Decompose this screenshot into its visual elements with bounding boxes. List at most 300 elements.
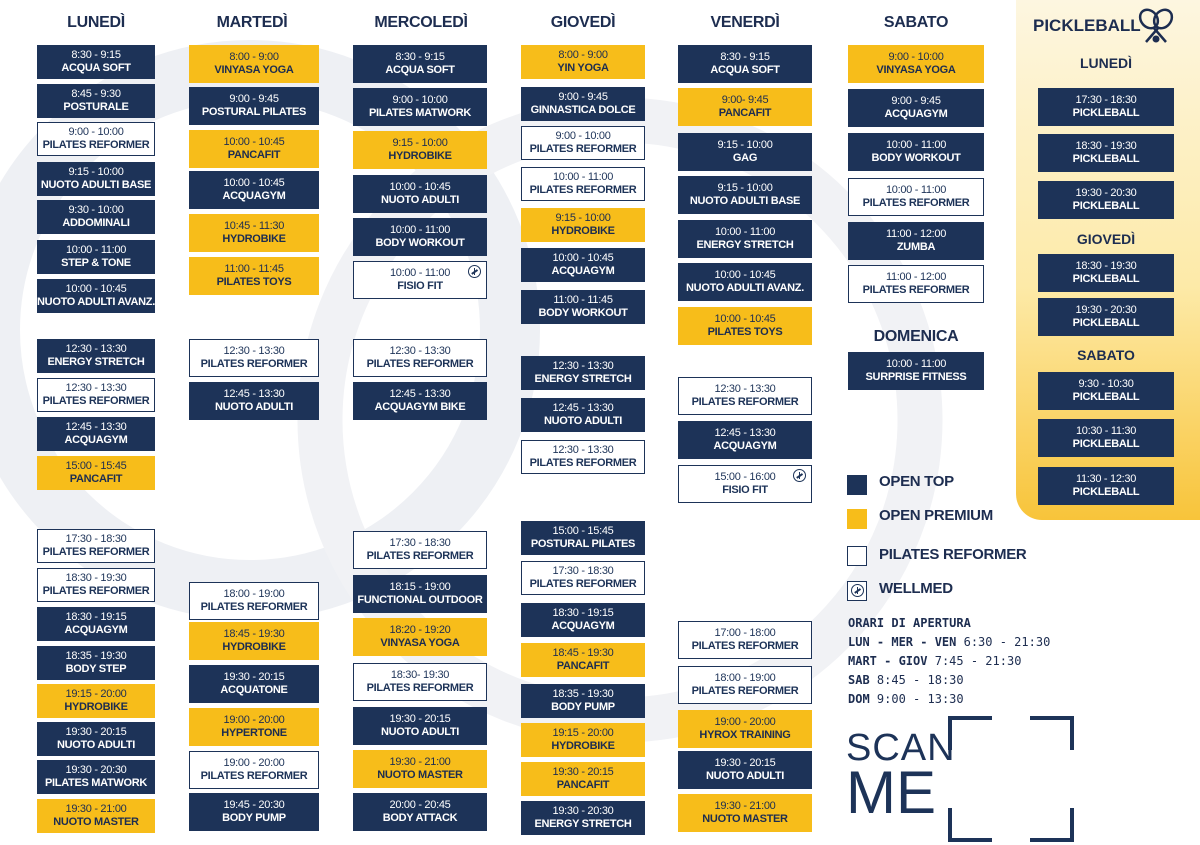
class-block bbox=[189, 257, 319, 295]
class-name: NUOTO MASTER bbox=[377, 769, 463, 781]
class-name: PILATES REFORMER bbox=[366, 358, 474, 370]
class-block bbox=[848, 265, 984, 303]
class-time: 19:30 - 20:30 bbox=[1075, 187, 1137, 199]
class-name: ACQUAGYM BIKE bbox=[374, 401, 466, 413]
class-time: 18:30 - 19:30 bbox=[1075, 140, 1137, 152]
class-time: 18:35 - 19:30 bbox=[552, 688, 614, 700]
class-block bbox=[678, 220, 812, 258]
class-name: ZUMBA bbox=[896, 241, 936, 253]
class-name: PILATES REFORMER bbox=[200, 601, 308, 613]
class-block bbox=[189, 382, 319, 420]
class-block bbox=[678, 465, 812, 503]
class-time: 18:35 - 19:30 bbox=[65, 650, 127, 662]
class-name: PICKLEBALL bbox=[1072, 317, 1140, 329]
class-name: HYDROBIKE bbox=[551, 740, 615, 752]
class-block bbox=[189, 622, 319, 660]
class-block bbox=[37, 200, 155, 234]
class-name: NUOTO ADULTI bbox=[705, 770, 785, 782]
pickleball-session bbox=[1038, 254, 1174, 292]
class-block bbox=[521, 290, 645, 324]
class-time: 19:00 - 20:00 bbox=[714, 716, 776, 728]
class-name: BODY ATTACK bbox=[382, 812, 458, 824]
class-name: PILATES MATWORK bbox=[44, 777, 148, 789]
class-block bbox=[189, 665, 319, 703]
class-time: 18:30 - 19:15 bbox=[65, 611, 127, 623]
class-name: PILATES TOYS bbox=[216, 276, 292, 288]
class-name: BODY WORKOUT bbox=[375, 237, 465, 249]
class-block bbox=[678, 45, 812, 83]
class-name: PILATES REFORMER bbox=[366, 682, 474, 694]
class-name: PILATES REFORMER bbox=[366, 550, 474, 562]
class-block bbox=[37, 84, 155, 118]
class-time: 19:30 - 20:15 bbox=[552, 766, 614, 778]
pickleball-session bbox=[1038, 134, 1174, 172]
class-block bbox=[37, 456, 155, 490]
class-block bbox=[353, 618, 487, 656]
class-block bbox=[353, 531, 487, 569]
class-name: ENERGY STRETCH bbox=[534, 818, 632, 830]
pickleball-paddles-icon bbox=[1136, 6, 1176, 46]
class-block bbox=[848, 178, 984, 216]
class-name: PANCAFIT bbox=[69, 473, 123, 485]
class-time: 8:30 - 9:15 bbox=[395, 51, 445, 63]
day-header: LUNEDÌ bbox=[67, 14, 125, 31]
class-time: 9:15 - 10:00 bbox=[68, 166, 124, 178]
class-name: PILATES REFORMER bbox=[42, 546, 150, 558]
class-time: 11:00 - 12:00 bbox=[885, 271, 947, 283]
class-block bbox=[678, 621, 812, 659]
class-time: 20:00 - 20:45 bbox=[389, 799, 451, 811]
class-time: 19:00 - 20:00 bbox=[223, 714, 285, 726]
class-time: 19:30 - 20:15 bbox=[65, 726, 127, 738]
class-block bbox=[37, 646, 155, 680]
class-time: 9:00 - 9:45 bbox=[558, 91, 608, 103]
class-block bbox=[37, 799, 155, 833]
class-time: 10:00 - 10:45 bbox=[223, 177, 285, 189]
class-name: PICKLEBALL bbox=[1072, 153, 1140, 165]
class-time: 10:00 - 11:00 bbox=[885, 358, 947, 370]
pickleball-day-header: GIOVEDÌ bbox=[1076, 231, 1136, 247]
class-block bbox=[848, 222, 984, 260]
class-block bbox=[353, 261, 487, 299]
pickleball-session bbox=[1038, 181, 1174, 219]
class-time: 9:30 - 10:30 bbox=[1078, 378, 1134, 390]
class-name: NUOTO ADULTI bbox=[380, 726, 460, 738]
class-block bbox=[848, 133, 984, 171]
class-name: FISIO FIT bbox=[397, 280, 443, 292]
hours-line bbox=[848, 635, 1050, 649]
class-name: ADDOMINALI bbox=[62, 217, 130, 229]
class-time: 9:00 - 9:45 bbox=[891, 95, 941, 107]
class-name: GINNASTICA DOLCE bbox=[530, 104, 636, 116]
class-block bbox=[353, 88, 487, 126]
class-name: HYROX TRAINING bbox=[699, 729, 791, 741]
class-time: 12:30 - 13:30 bbox=[714, 383, 776, 395]
class-block bbox=[353, 663, 487, 701]
class-time: 12:30 - 13:30 bbox=[223, 345, 285, 357]
class-name: NUOTO MASTER bbox=[53, 816, 139, 828]
class-block bbox=[353, 382, 487, 420]
class-block bbox=[353, 793, 487, 831]
legend-label-top: OPEN TOP bbox=[879, 473, 954, 490]
class-time: 19:30 - 20:30 bbox=[65, 764, 127, 776]
class-block bbox=[521, 356, 645, 390]
class-name: NUOTO ADULTI BASE bbox=[689, 195, 801, 207]
class-name: ENERGY STRETCH bbox=[696, 239, 794, 251]
class-time: 10:00 - 10:45 bbox=[714, 313, 776, 325]
class-time: 10:00 - 11:00 bbox=[552, 171, 614, 183]
class-block bbox=[37, 378, 155, 412]
class-block bbox=[521, 521, 645, 555]
class-name: BODY WORKOUT bbox=[538, 307, 628, 319]
class-name: HYPERTONE bbox=[221, 727, 287, 739]
class-name: PICKLEBALL bbox=[1072, 273, 1140, 285]
class-block bbox=[353, 707, 487, 745]
class-block bbox=[678, 176, 812, 214]
class-name: PICKLEBALL bbox=[1072, 107, 1140, 119]
day-header: GIOVEDÌ bbox=[550, 14, 616, 31]
class-name: PILATES REFORMER bbox=[529, 184, 637, 196]
class-time: 17:30 - 18:30 bbox=[1075, 94, 1137, 106]
class-time: 15:00 - 15:45 bbox=[552, 525, 614, 537]
class-time: 10:00 - 11:00 bbox=[65, 244, 127, 256]
class-time: 18:45 - 19:30 bbox=[223, 628, 285, 640]
class-time: 8:30 - 9:15 bbox=[71, 49, 121, 61]
pickleball-session bbox=[1038, 467, 1174, 505]
class-name: POSTURAL PILATES bbox=[201, 106, 307, 118]
class-time: 9:30 - 10:00 bbox=[68, 204, 124, 216]
legend-swatch-top bbox=[847, 475, 867, 495]
class-time: 17:00 - 18:00 bbox=[714, 627, 776, 639]
class-time: 10:00 - 11:00 bbox=[389, 267, 451, 279]
class-block bbox=[678, 263, 812, 301]
class-block bbox=[521, 208, 645, 242]
class-time: 9:00 - 9:45 bbox=[229, 93, 279, 105]
hours-time: 7:45 - 21:30 bbox=[934, 654, 1022, 668]
class-name: NUOTO ADULTI bbox=[543, 415, 623, 427]
pickleball-session bbox=[1038, 88, 1174, 126]
class-name: HYDROBIKE bbox=[222, 641, 286, 653]
pickleball-day-header: LUNEDÌ bbox=[1079, 55, 1133, 71]
class-block bbox=[521, 398, 645, 432]
class-block bbox=[189, 171, 319, 209]
wellmed-icon bbox=[847, 581, 867, 601]
class-time: 9:00- 9:45 bbox=[721, 94, 769, 106]
class-name: PILATES REFORMER bbox=[42, 585, 150, 597]
class-name: PILATES REFORMER bbox=[529, 143, 637, 155]
class-block bbox=[189, 214, 319, 252]
class-time: 10:00 - 11:00 bbox=[885, 184, 947, 196]
class-time: 12:30 - 13:30 bbox=[552, 444, 614, 456]
class-block bbox=[353, 339, 487, 377]
class-time: 10:00 - 10:45 bbox=[65, 283, 127, 295]
class-block bbox=[189, 339, 319, 377]
class-name: PANCAFIT bbox=[556, 660, 610, 672]
class-time: 17:30 - 18:30 bbox=[65, 533, 127, 545]
class-name: PILATES REFORMER bbox=[691, 396, 799, 408]
pickleball-day-header: SABATO bbox=[1077, 347, 1135, 363]
class-name: PILATES REFORMER bbox=[529, 578, 637, 590]
class-name: ACQUAGYM bbox=[551, 620, 615, 632]
class-name: SURPRISE FITNESS bbox=[865, 371, 967, 383]
class-block bbox=[353, 218, 487, 256]
legend-label-premium: OPEN PREMIUM bbox=[879, 507, 993, 524]
class-block bbox=[521, 723, 645, 757]
class-block bbox=[37, 240, 155, 274]
class-time: 10:00 - 11:00 bbox=[389, 224, 451, 236]
class-block bbox=[189, 582, 319, 620]
class-time: 9:15 - 10:00 bbox=[717, 139, 773, 151]
class-name: FUNCTIONAL OUTDOOR bbox=[357, 594, 483, 606]
class-block bbox=[521, 126, 645, 160]
class-block bbox=[521, 248, 645, 282]
hours-time: 6:30 - 21:30 bbox=[963, 635, 1051, 649]
class-time: 10:00 - 10:45 bbox=[223, 136, 285, 148]
day-header: DOMENICA bbox=[873, 328, 959, 345]
class-block bbox=[37, 417, 155, 451]
class-block bbox=[678, 133, 812, 171]
class-time: 18:30 - 19:30 bbox=[65, 572, 127, 584]
class-name: PICKLEBALL bbox=[1072, 486, 1140, 498]
hours-days: LUN - MER - VEN bbox=[848, 635, 957, 649]
class-name: PILATES REFORMER bbox=[691, 640, 799, 652]
class-name: ACQUAGYM bbox=[222, 190, 286, 202]
class-name: ACQUA SOFT bbox=[61, 62, 131, 74]
class-block bbox=[37, 339, 155, 373]
class-name: ENERGY STRETCH bbox=[534, 373, 632, 385]
class-time: 19:30 - 20:30 bbox=[552, 805, 614, 817]
class-time: 9:15 - 10:00 bbox=[555, 212, 611, 224]
class-name: POSTURALE bbox=[63, 101, 129, 113]
class-block bbox=[678, 421, 812, 459]
class-name: PILATES REFORMER bbox=[42, 395, 150, 407]
class-time: 18:00 - 19:00 bbox=[223, 588, 285, 600]
hours-line bbox=[848, 673, 964, 687]
class-time: 12:30 - 13:30 bbox=[552, 360, 614, 372]
class-time: 8:00 - 9:00 bbox=[229, 51, 279, 63]
class-block bbox=[189, 751, 319, 789]
class-name: PILATES REFORMER bbox=[42, 139, 150, 151]
class-time: 11:00 - 12:00 bbox=[885, 228, 947, 240]
class-block bbox=[521, 801, 645, 835]
class-block bbox=[848, 89, 984, 127]
class-name: PILATES REFORMER bbox=[529, 457, 637, 469]
class-time: 9:00 - 10:00 bbox=[68, 126, 124, 138]
scan-me-line2: ME bbox=[846, 759, 936, 826]
class-block bbox=[37, 122, 155, 156]
hours-time: 8:45 - 18:30 bbox=[876, 673, 964, 687]
class-time: 19:00 - 20:00 bbox=[223, 757, 285, 769]
class-name: VINYASA YOGA bbox=[876, 64, 956, 76]
class-time: 8:00 - 9:00 bbox=[558, 49, 608, 61]
class-name: BODY WORKOUT bbox=[871, 152, 961, 164]
class-block bbox=[521, 684, 645, 718]
class-name: PILATES REFORMER bbox=[862, 284, 970, 296]
class-name: ACQUAGYM bbox=[551, 265, 615, 277]
class-name: ACQUA SOFT bbox=[710, 64, 780, 76]
class-time: 12:30 - 13:30 bbox=[389, 345, 451, 357]
class-name: ENERGY STRETCH bbox=[47, 356, 145, 368]
class-time: 17:30 - 18:30 bbox=[389, 537, 451, 549]
class-block bbox=[37, 529, 155, 563]
class-time: 19:30 - 21:00 bbox=[714, 800, 776, 812]
class-time: 18:20 - 19:20 bbox=[389, 624, 451, 636]
class-name: PILATES REFORMER bbox=[200, 770, 308, 782]
class-time: 18:15 - 19:00 bbox=[389, 581, 451, 593]
class-time: 12:45 - 13:30 bbox=[389, 388, 451, 400]
class-name: PILATES TOYS bbox=[707, 326, 783, 338]
qr-frame-corner bbox=[1030, 716, 1074, 750]
hours-line bbox=[848, 654, 1021, 668]
class-time: 18:30- 19:30 bbox=[390, 669, 450, 681]
class-time: 10:00 - 10:45 bbox=[389, 181, 451, 193]
class-name: NUOTO ADULTI BASE bbox=[40, 179, 152, 191]
class-block bbox=[353, 750, 487, 788]
class-name: PILATES MATWORK bbox=[368, 107, 472, 119]
pickleball-session bbox=[1038, 372, 1174, 410]
class-time: 18:30 - 19:30 bbox=[1075, 260, 1137, 272]
class-block bbox=[353, 131, 487, 169]
class-time: 9:00 - 10:00 bbox=[888, 51, 944, 63]
pickleball-session bbox=[1038, 419, 1174, 457]
class-time: 12:30 - 13:30 bbox=[65, 343, 127, 355]
class-name: NUOTO ADULTI AVANZ. bbox=[686, 282, 804, 294]
class-block bbox=[848, 352, 984, 390]
class-time: 19:30 - 21:00 bbox=[389, 756, 451, 768]
class-time: 9:00 - 10:00 bbox=[392, 94, 448, 106]
class-name: NUOTO ADULTI bbox=[56, 739, 136, 751]
class-name: PILATES REFORMER bbox=[691, 685, 799, 697]
class-time: 10:30 - 11:30 bbox=[1075, 425, 1137, 437]
class-block bbox=[37, 45, 155, 79]
class-name: HYDROBIKE bbox=[388, 150, 452, 162]
class-time: 19:15 - 20:00 bbox=[65, 688, 127, 700]
class-name: NUOTO ADULTI bbox=[380, 194, 460, 206]
class-time: 12:45 - 13:30 bbox=[223, 388, 285, 400]
day-header: MARTEDÌ bbox=[216, 14, 288, 31]
class-name: ACQUAGYM bbox=[64, 434, 128, 446]
class-time: 18:30 - 19:15 bbox=[552, 607, 614, 619]
wellmed-icon bbox=[468, 265, 481, 278]
qr-frame-corner bbox=[948, 808, 992, 842]
class-block bbox=[678, 751, 812, 789]
class-name: VINYASA YOGA bbox=[380, 637, 460, 649]
qr-frame-corner bbox=[1030, 808, 1074, 842]
class-time: 11:00 - 11:45 bbox=[224, 263, 284, 275]
class-time: 8:45 - 9:30 bbox=[71, 88, 121, 100]
legend-swatch-premium bbox=[847, 509, 867, 529]
class-name: HYDROBIKE bbox=[551, 225, 615, 237]
class-time: 9:15 - 10:00 bbox=[717, 182, 773, 194]
class-time: 12:45 - 13:30 bbox=[714, 427, 776, 439]
class-name: PILATES REFORMER bbox=[862, 197, 970, 209]
class-name: HYDROBIKE bbox=[64, 701, 128, 713]
legend-swatch-reformer bbox=[847, 546, 867, 566]
class-name: PICKLEBALL bbox=[1072, 200, 1140, 212]
class-name: HYDROBIKE bbox=[222, 233, 286, 245]
class-time: 15:00 - 15:45 bbox=[65, 460, 127, 472]
class-block bbox=[189, 793, 319, 831]
wellmed-icon bbox=[793, 469, 806, 482]
class-time: 19:30 - 20:15 bbox=[714, 757, 776, 769]
class-block bbox=[521, 643, 645, 677]
class-name: FISIO FIT bbox=[722, 484, 768, 496]
class-name: PILATES REFORMER bbox=[200, 358, 308, 370]
class-name: YIN YOGA bbox=[557, 62, 609, 74]
class-block bbox=[189, 130, 319, 168]
class-name: BODY PUMP bbox=[551, 701, 615, 713]
class-time: 19:15 - 20:00 bbox=[552, 727, 614, 739]
class-time: 12:45 - 13:30 bbox=[552, 402, 614, 414]
class-block bbox=[848, 45, 984, 83]
class-time: 15:00 - 16:00 bbox=[714, 471, 776, 483]
class-block bbox=[353, 45, 487, 83]
class-block bbox=[37, 568, 155, 602]
class-block bbox=[678, 794, 812, 832]
class-name: POSTURAL PILATES bbox=[530, 538, 636, 550]
class-block bbox=[37, 760, 155, 794]
class-block bbox=[37, 162, 155, 196]
class-block bbox=[37, 722, 155, 756]
day-header: VENERDÌ bbox=[710, 14, 780, 31]
class-block bbox=[353, 175, 487, 213]
class-name: PANCAFIT bbox=[227, 149, 281, 161]
class-time: 19:30 - 20:15 bbox=[389, 713, 451, 725]
pickleball-session bbox=[1038, 298, 1174, 336]
class-time: 10:00 - 11:00 bbox=[885, 139, 947, 151]
legend-label-reformer: PILATES REFORMER bbox=[879, 546, 1027, 563]
class-time: 19:30 - 21:00 bbox=[65, 803, 127, 815]
day-header: SABATO bbox=[883, 14, 949, 31]
class-block bbox=[521, 167, 645, 201]
day-header: MERCOLEDÌ bbox=[374, 14, 468, 31]
pickleball-title: PICKLEBALL bbox=[1033, 16, 1141, 35]
class-block bbox=[521, 440, 645, 474]
class-block bbox=[37, 607, 155, 641]
class-name: NUOTO ADULTI AVANZ. bbox=[37, 296, 155, 308]
class-name: VINYASA YOGA bbox=[214, 64, 294, 76]
class-name: PICKLEBALL bbox=[1072, 391, 1140, 403]
hours-days: MART - GIOV bbox=[848, 654, 928, 668]
qr-frame-corner bbox=[948, 716, 992, 750]
class-time: 18:00 - 19:00 bbox=[714, 672, 776, 684]
class-name: STEP & TONE bbox=[61, 257, 131, 269]
hours-line bbox=[848, 692, 964, 706]
class-name: NUOTO ADULTI bbox=[214, 401, 294, 413]
class-time: 17:30 - 18:30 bbox=[552, 565, 614, 577]
class-time: 19:30 - 20:30 bbox=[1075, 304, 1137, 316]
hours-time: 9:00 - 13:30 bbox=[876, 692, 964, 706]
class-name: BODY PUMP bbox=[222, 812, 286, 824]
class-block bbox=[521, 45, 645, 79]
class-name: PANCAFIT bbox=[556, 779, 610, 791]
class-time: 19:45 - 20:30 bbox=[223, 799, 285, 811]
class-name: PANCAFIT bbox=[718, 107, 772, 119]
class-time: 8:30 - 9:15 bbox=[720, 51, 770, 63]
class-block bbox=[353, 575, 487, 613]
class-name: GAG bbox=[732, 152, 758, 164]
class-time: 9:15 - 10:00 bbox=[392, 137, 448, 149]
class-time: 10:00 - 11:00 bbox=[714, 226, 776, 238]
hours-title: ORARI DI APERTURA bbox=[848, 616, 971, 630]
class-block bbox=[678, 666, 812, 704]
legend-label-wellmed: WELLMED bbox=[879, 580, 953, 597]
class-time: 12:30 - 13:30 bbox=[65, 382, 127, 394]
class-time: 10:00 - 10:45 bbox=[714, 269, 776, 281]
class-block bbox=[678, 710, 812, 748]
hours-days: DOM bbox=[848, 692, 870, 706]
class-time: 11:00 - 11:45 bbox=[553, 294, 613, 306]
